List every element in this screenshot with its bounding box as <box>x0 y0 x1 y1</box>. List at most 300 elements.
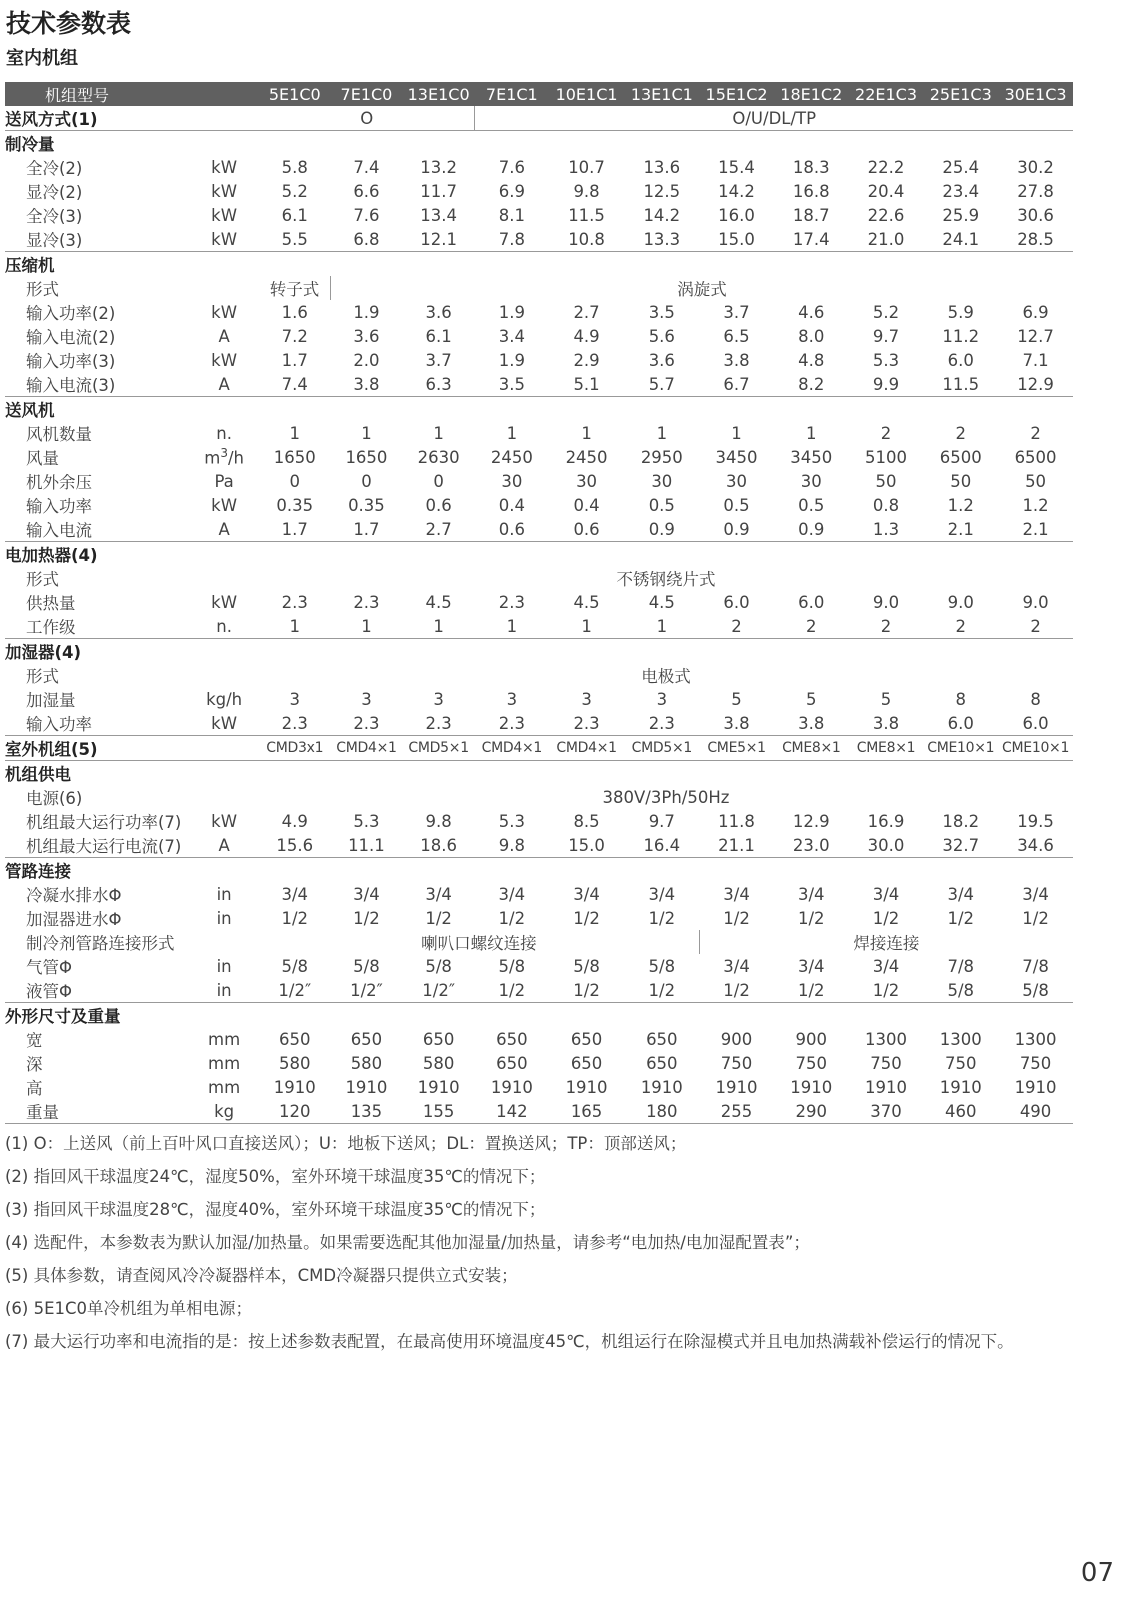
value-cell: 30.2 <box>1017 157 1054 177</box>
value-cell: 11.5 <box>923 372 998 397</box>
value-cell: 1/2 <box>849 978 924 1003</box>
value-cell: 2.3 <box>331 711 403 736</box>
value-cell: 1/2″ <box>259 978 331 1003</box>
value-cell: 9.0 <box>947 592 974 612</box>
row-label: 形式 <box>26 570 59 589</box>
value-cell: CMD5×1 <box>624 736 699 761</box>
table-row <box>5 1051 1073 1075</box>
value-cell: 23.4 <box>942 181 980 201</box>
value-cell: 750 <box>1019 1053 1052 1073</box>
value-cell: 3/4 <box>1022 884 1049 904</box>
value-cell: 3 <box>656 689 668 709</box>
value-cell: 19.5 <box>1017 811 1054 831</box>
value-cell: 650 <box>422 1029 455 1049</box>
value-cell: 135 <box>331 1099 403 1124</box>
value-cell: 1/2 <box>573 908 600 928</box>
page-title: 技术参数表 <box>6 9 132 38</box>
value-cell: 750 <box>870 1053 902 1073</box>
value-cell: 18.3 <box>792 157 830 177</box>
row-label: 输入功率(3) <box>26 352 116 371</box>
value-cell: 21.0 <box>849 227 924 252</box>
unit-cell: in <box>216 884 232 904</box>
value-cell: 0.35 <box>348 495 385 515</box>
table-row <box>5 833 1073 858</box>
value-cell: 1.6 <box>281 302 308 322</box>
value-cell: 16.4 <box>624 833 699 858</box>
value-cell: 1 <box>402 614 475 639</box>
table-row <box>5 179 1073 203</box>
unit-cell: mm <box>208 1053 241 1073</box>
value-cell: 6.7 <box>699 372 774 397</box>
value-cell: 5.3 <box>498 811 525 831</box>
table-row <box>5 809 1073 833</box>
value-cell: 34.6 <box>998 833 1073 858</box>
value-cell: 3.7 <box>425 350 452 370</box>
value-cell: 13.3 <box>624 227 699 252</box>
value-cell: 6.0 <box>798 592 825 612</box>
value-cell: 17.4 <box>774 227 849 252</box>
value-cell: CME5×1 <box>699 736 774 761</box>
value-cell: 1 <box>259 614 331 639</box>
table-row <box>5 978 1073 1003</box>
value-cell: 5/8 <box>573 956 600 976</box>
value-cell: 3/4 <box>353 884 380 904</box>
section-title: 机组供电 <box>5 765 71 784</box>
value-cell: 0.6 <box>475 517 549 542</box>
value-cell: 180 <box>624 1099 699 1124</box>
value-cell: 3/4 <box>872 956 900 976</box>
value-cell: 3/4 <box>281 884 309 904</box>
value-cell: 650 <box>570 1029 603 1049</box>
value-cell: 3.8 <box>849 711 924 736</box>
value-cell: 30 <box>726 471 748 491</box>
unit-cell: A <box>189 372 259 397</box>
value-cell: 5.9 <box>947 302 974 322</box>
value-cell: 2.3 <box>353 592 380 612</box>
unit-cell: kW <box>211 592 238 612</box>
value-cell: 1/2 <box>798 908 825 928</box>
table-row <box>5 590 1073 614</box>
value-cell: 7.1 <box>1022 350 1049 370</box>
value-cell: 2.1 <box>998 517 1073 542</box>
value-cell: 1/2 <box>475 978 549 1003</box>
value-cell: 2.3 <box>549 711 625 736</box>
table-row <box>5 131 1073 156</box>
table-row <box>5 155 1073 179</box>
value-cell: 7.6 <box>353 205 380 225</box>
value-cell: 1 <box>433 423 444 443</box>
value-cell: 142 <box>475 1099 549 1124</box>
unit-cell: mm <box>208 1029 241 1049</box>
table-row <box>5 711 1073 736</box>
value-cell: 580 <box>422 1053 455 1073</box>
model-header: 7E1C0 <box>331 82 403 106</box>
row-label: 输入电流(3) <box>5 372 189 397</box>
value-cell: 8.5 <box>573 811 600 831</box>
value-cell: 8.1 <box>498 205 525 225</box>
value-cell: 30 <box>800 471 822 491</box>
unit-cell: kW <box>211 302 238 322</box>
value-cell: 1910 <box>417 1077 460 1097</box>
table-row <box>5 858 1073 883</box>
power-source: 380V/3Ph/50Hz <box>602 787 730 807</box>
value-cell: 18.6 <box>402 833 475 858</box>
value-cell: 1910 <box>865 1077 908 1097</box>
value-cell: 1 <box>624 614 699 639</box>
table-row <box>5 397 1073 422</box>
value-cell: 580 <box>279 1053 311 1073</box>
value-cell: 8 <box>955 689 966 709</box>
value-cell: 3/4 <box>573 884 600 904</box>
value-cell: 5.3 <box>353 811 380 831</box>
value-cell: 165 <box>549 1099 625 1124</box>
unit-cell: kg <box>189 1099 259 1124</box>
value-cell: 6.3 <box>402 372 475 397</box>
value-cell: 5.3 <box>872 350 900 370</box>
value-cell: 6.0 <box>947 350 974 370</box>
value-cell: 8.0 <box>798 326 825 346</box>
value-cell: CMD4×1 <box>475 736 549 761</box>
value-cell: 5 <box>731 689 742 709</box>
value-cell: 9.7 <box>648 811 675 831</box>
value-cell: 1 <box>656 423 668 443</box>
value-cell: 3 <box>289 689 301 709</box>
value-cell: 10.7 <box>568 157 605 177</box>
value-cell: 16.8 <box>792 181 830 201</box>
value-cell: 0 <box>433 471 444 491</box>
value-cell: 1/2 <box>549 978 625 1003</box>
table-row <box>5 276 1073 300</box>
compressor-scroll: 涡旋式 <box>331 276 1073 300</box>
footnote: (7) 最大运行功率和电流指的是：按上述参数表配置，在最高使用环境温度45℃，机组运行在除湿模式并且电加热满载补偿运行的情况下。 <box>5 1332 1014 1351</box>
value-cell: 3/4 <box>872 884 900 904</box>
value-cell: 490 <box>998 1099 1073 1124</box>
value-cell: 1.9 <box>498 350 525 370</box>
value-cell: 1/2 <box>872 908 900 928</box>
value-cell: 2 <box>1030 423 1041 443</box>
value-cell: 2950 <box>640 447 683 467</box>
unit-cell: in <box>189 978 259 1003</box>
row-label: 重量 <box>5 1099 189 1124</box>
value-cell: 3/4 <box>648 884 676 904</box>
value-cell: 1 <box>331 614 403 639</box>
conn-weld: 焊接连接 <box>699 930 1073 954</box>
value-cell: 5/8 <box>998 978 1073 1003</box>
value-cell: 5.1 <box>549 372 625 397</box>
table-row <box>5 1003 1073 1028</box>
value-cell: CME8×1 <box>849 736 924 761</box>
value-cell: 4.8 <box>798 350 825 370</box>
heater-type: 不锈钢绕片式 <box>616 570 716 589</box>
table-row <box>5 324 1073 348</box>
value-cell: 2450 <box>565 447 608 467</box>
value-cell: 12.9 <box>792 811 830 831</box>
spec-table-body <box>5 82 1073 1124</box>
value-cell: 0.9 <box>699 517 774 542</box>
table-row <box>5 348 1073 372</box>
unit-cell: kW <box>211 350 238 370</box>
value-cell: 1/2 <box>1022 908 1049 928</box>
value-cell: 30.0 <box>849 833 924 858</box>
value-cell: 0 <box>361 471 372 491</box>
row-label: 形式 <box>26 667 59 686</box>
model-header: 5E1C0 <box>259 82 331 106</box>
spec-table <box>5 82 1073 1124</box>
value-cell: 370 <box>849 1099 924 1124</box>
table-row <box>5 906 1073 930</box>
value-cell: 4.6 <box>798 302 825 322</box>
section-title: 室外机组(5) <box>5 736 259 761</box>
value-cell: 15.4 <box>718 157 755 177</box>
section-title: 加湿器(4) <box>5 643 82 662</box>
value-cell: 1.2 <box>947 495 974 515</box>
value-cell: CMD5×1 <box>402 736 475 761</box>
value-cell: 1/2 <box>498 908 526 928</box>
value-cell: 12.9 <box>998 372 1073 397</box>
value-cell: 1 <box>549 614 625 639</box>
table-row <box>5 203 1073 227</box>
value-cell: 5.5 <box>259 227 331 252</box>
value-cell: 650 <box>496 1053 528 1073</box>
footnote: (6) 5E1C0单冷机组为单相电源； <box>5 1299 253 1318</box>
value-cell: 7/8 <box>947 956 975 976</box>
unit-cell: Pa <box>214 471 234 491</box>
value-cell: 30.6 <box>1017 205 1054 225</box>
value-cell: 1/2 <box>723 908 750 928</box>
value-cell: 5/8 <box>648 956 676 976</box>
value-cell: 750 <box>720 1053 753 1073</box>
value-cell: 1300 <box>1014 1029 1057 1049</box>
value-cell: 11.5 <box>568 205 605 225</box>
value-cell: 15.0 <box>549 833 625 858</box>
value-cell: CMD4×1 <box>331 736 403 761</box>
value-cell: 3.6 <box>425 302 452 322</box>
value-cell: 27.8 <box>1017 181 1054 201</box>
value-cell: 3 <box>433 689 444 709</box>
value-cell: 4.9 <box>281 811 308 831</box>
air-supply-group1: O <box>259 106 475 131</box>
section-title: 送风机 <box>5 401 55 420</box>
value-cell: 4.5 <box>425 592 452 612</box>
value-cell: 1910 <box>640 1077 683 1097</box>
table-row <box>5 421 1073 445</box>
unit-cell: kW <box>189 711 259 736</box>
table-row <box>5 82 1073 106</box>
value-cell: 1910 <box>490 1077 533 1097</box>
value-cell: 650 <box>646 1029 678 1049</box>
unit-cell: kW <box>211 811 238 831</box>
value-cell: 3/4 <box>947 884 975 904</box>
row-label: 显冷(2) <box>26 183 83 202</box>
model-header: 13E1C1 <box>624 82 699 106</box>
table-row <box>5 639 1073 664</box>
value-cell: 9.0 <box>872 592 900 612</box>
footnote: (4) 选配件，本参数表为默认加湿/加热量。如果需要选配其他加湿量/加热量，请参考“电加热/电加湿配置表”； <box>5 1233 810 1252</box>
value-cell: 2.7 <box>573 302 600 322</box>
value-cell: 2 <box>923 614 998 639</box>
value-cell: 5.2 <box>872 302 900 322</box>
value-cell: 25.4 <box>942 157 980 177</box>
unit-cell: mm <box>208 1077 241 1097</box>
value-cell: 1910 <box>345 1077 388 1097</box>
row-label: 风量 <box>26 449 59 468</box>
value-cell: 3 <box>506 689 518 709</box>
value-cell: 3.4 <box>498 326 525 346</box>
value-cell: 1650 <box>345 447 388 467</box>
value-cell: 23.0 <box>774 833 849 858</box>
table-row <box>5 493 1073 517</box>
value-cell: 8 <box>1030 689 1041 709</box>
value-cell: 7.2 <box>281 326 308 346</box>
section-title: 外形尺寸及重量 <box>5 1007 121 1026</box>
unit-cell: n. <box>189 614 259 639</box>
row-label: 制冷剂管路连接形式 <box>26 934 175 953</box>
value-cell: 3/4 <box>723 956 750 976</box>
value-cell: 5.7 <box>624 372 699 397</box>
row-label: 机组最大运行功率(7) <box>26 813 182 832</box>
value-cell: 1910 <box>939 1077 982 1097</box>
value-cell: 15.6 <box>259 833 331 858</box>
page-number: 07 <box>1080 1558 1114 1588</box>
value-cell: 1/2 <box>353 908 380 928</box>
value-cell: 50 <box>1025 471 1047 491</box>
value-cell: 1 <box>506 423 518 443</box>
value-cell: CME10×1 <box>998 736 1073 761</box>
row-label: 深 <box>26 1055 43 1074</box>
row-label: 输入电流(2) <box>26 328 116 347</box>
value-cell: 5 <box>806 689 817 709</box>
value-cell: 0.5 <box>648 495 675 515</box>
value-cell: 2 <box>998 614 1073 639</box>
value-cell: 1300 <box>939 1029 982 1049</box>
unit-cell: kW <box>211 181 238 201</box>
value-cell: 13.2 <box>420 157 457 177</box>
row-label: 输入功率(2) <box>26 304 116 323</box>
value-cell: 12.5 <box>643 181 681 201</box>
value-cell: 0.4 <box>498 495 525 515</box>
table-row <box>5 1099 1073 1124</box>
section-title: 送风方式(1) <box>5 106 259 131</box>
row-label: 全冷(3) <box>26 207 83 226</box>
value-cell: 0.9 <box>774 517 849 542</box>
value-cell: 2.1 <box>923 517 998 542</box>
unit-cell: A <box>189 833 259 858</box>
value-cell: 1/2 <box>699 978 774 1003</box>
value-cell: 5.8 <box>281 157 308 177</box>
table-row <box>5 736 1073 761</box>
value-cell: 0.35 <box>276 495 314 515</box>
footnote: (5) 具体参数，请查阅风冷冷凝器样本，CMD冷凝器只提供立式安装； <box>5 1266 518 1285</box>
value-cell: 650 <box>279 1029 311 1049</box>
value-cell: 1 <box>806 423 817 443</box>
value-cell: 7.6 <box>498 157 525 177</box>
value-cell: 6.8 <box>331 227 403 252</box>
section-title: 制冷量 <box>5 135 55 154</box>
value-cell: 11.8 <box>718 811 755 831</box>
value-cell: 9.9 <box>849 372 924 397</box>
value-cell: 1.7 <box>259 517 331 542</box>
row-label: 冷凝水排水Φ <box>26 886 122 905</box>
value-cell: 460 <box>923 1099 998 1124</box>
value-cell: 2.3 <box>402 711 475 736</box>
value-cell: 255 <box>699 1099 774 1124</box>
unit-cell: in <box>216 956 232 976</box>
value-cell: 1910 <box>790 1077 833 1097</box>
value-cell: 1.7 <box>281 350 308 370</box>
unit-cell: kW <box>211 157 238 177</box>
value-cell: CMD3x1 <box>259 736 331 761</box>
value-cell: 7.4 <box>353 157 380 177</box>
value-cell: 3/4 <box>425 884 452 904</box>
value-cell: 2450 <box>490 447 533 467</box>
row-label: 风机数量 <box>26 425 92 444</box>
value-cell: 3.8 <box>699 711 774 736</box>
value-cell: 15.0 <box>699 227 774 252</box>
value-cell: 1910 <box>565 1077 608 1097</box>
row-label: 输入电流 <box>5 517 189 542</box>
table-row <box>5 930 1073 954</box>
value-cell: 1/2 <box>425 908 452 928</box>
footnote: (2) 指回风干球温度24℃，湿度50%，室外环境干球温度35℃的情况下； <box>5 1167 546 1186</box>
value-cell: 5/8 <box>281 956 309 976</box>
unit-cell: $m^3/h$ <box>204 446 244 468</box>
value-cell: 290 <box>774 1099 849 1124</box>
value-cell: 16.9 <box>867 811 905 831</box>
value-cell: 3.5 <box>475 372 549 397</box>
value-cell: 16.0 <box>718 205 755 225</box>
table-row <box>5 372 1073 397</box>
row-label: 加湿器进水Φ <box>26 910 122 929</box>
value-cell: 13.6 <box>643 157 681 177</box>
value-cell: 650 <box>496 1029 528 1049</box>
value-cell: 2.3 <box>259 711 331 736</box>
row-label: 工作级 <box>5 614 189 639</box>
value-cell: 5.2 <box>281 181 308 201</box>
table-row <box>5 566 1073 590</box>
value-cell: 0 <box>289 471 301 491</box>
unit-cell: kg/h <box>206 689 243 709</box>
value-cell: 22.6 <box>867 205 905 225</box>
model-header: 30E1C3 <box>998 82 1073 106</box>
table-row <box>5 614 1073 639</box>
value-cell: 5/8 <box>498 956 526 976</box>
value-cell: 3/4 <box>723 884 750 904</box>
row-label: 高 <box>26 1079 43 1098</box>
unit-cell: kW <box>211 495 238 515</box>
value-cell: 25.9 <box>942 205 980 225</box>
row-label: 供热量 <box>26 594 76 613</box>
value-cell: 5/8 <box>353 956 380 976</box>
row-label: 全冷(2) <box>26 159 83 178</box>
value-cell: 1 <box>289 423 301 443</box>
value-cell: 9.8 <box>573 181 600 201</box>
compressor-rotary: 转子式 <box>269 280 320 299</box>
value-cell: 3450 <box>790 447 833 467</box>
value-cell: 1300 <box>865 1029 908 1049</box>
value-cell: 650 <box>646 1053 678 1073</box>
value-cell: 4.5 <box>573 592 600 612</box>
value-cell: 10.8 <box>549 227 625 252</box>
model-header: 25E1C3 <box>923 82 998 106</box>
model-header: 22E1C3 <box>849 82 924 106</box>
value-cell: 6.1 <box>281 205 308 225</box>
value-cell: 1 <box>581 423 592 443</box>
value-cell: 1.9 <box>353 302 380 322</box>
value-cell: 650 <box>350 1029 383 1049</box>
value-cell: 1/2 <box>648 908 676 928</box>
value-cell: 1.7 <box>331 517 403 542</box>
air-supply-group2: O/U/DL/TP <box>475 106 1073 131</box>
